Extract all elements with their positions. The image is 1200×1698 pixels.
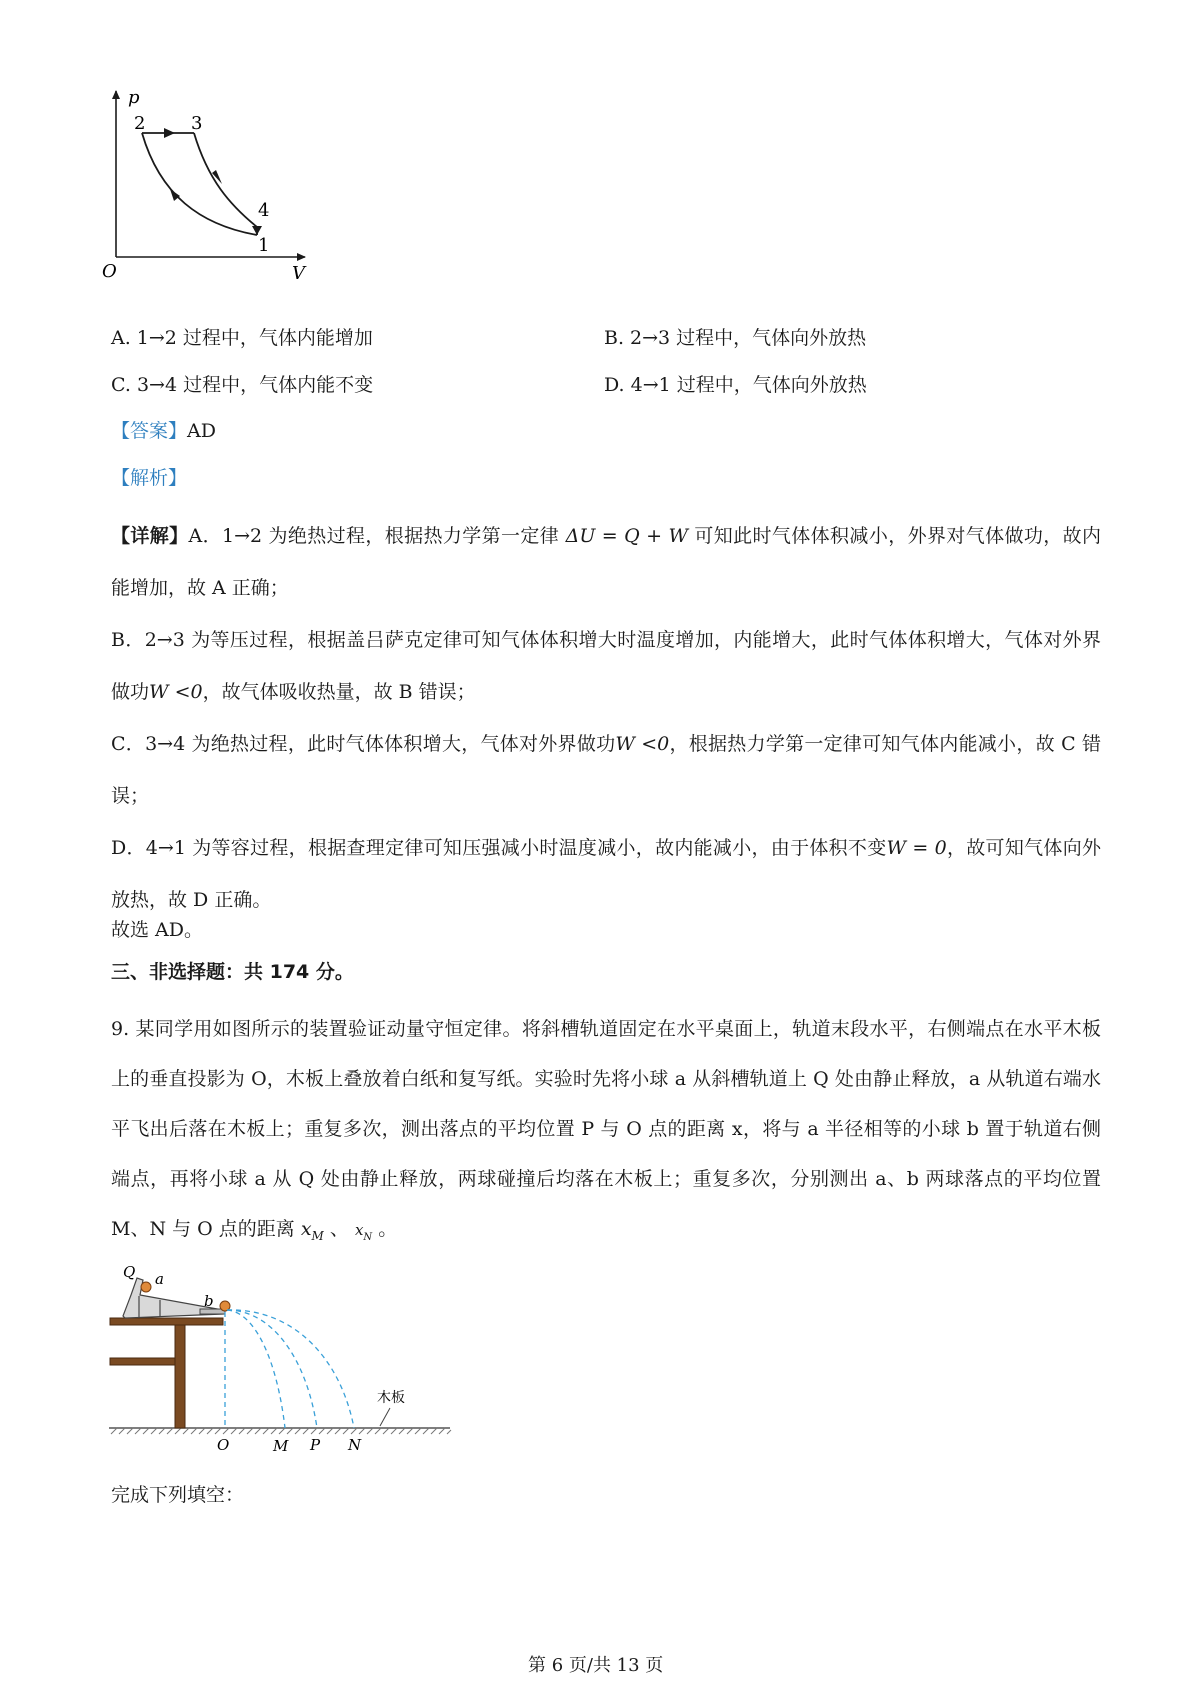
detail-para-d: D．4→1 为等容过程，根据查理定律可知压强减小时温度减小，故内能减小，由于体积不变W = 0，故可知气体向外放热，故 D 正确。	[111, 837, 1101, 911]
question-9: 9. 某同学用如图所示的装置验证动量守恒定律。将斜槽轨道固定在水平桌面上，轨道末段水平，右侧端点在水平木板上的垂直投影为 O，木板上叠放着白纸和复写纸。实验时先将小球 a 从斜槽轨道上 Q 处由静止释放，a 从轨道右端水平飞出后落在木板上；重复多次，测出落点的平均位置 P 与 O 点的距离 x，将与 a 半径相等的小球 b 置于轨道右侧端点，再将小球 a 从 Q 处由静止释放，两球碰撞后均落在木板上；重复多次，分别测出 a、b 两球落点的平均位置 M、N 与 O 点的距离 $x_M$ 、 $x_N$ 。	[111, 1018, 1101, 1243]
curve-3-4	[194, 133, 257, 227]
trajectory-m	[227, 1310, 285, 1428]
point-2-label: 2	[134, 113, 146, 134]
option-d: D. 4→1 过程中，气体向外放热	[604, 374, 867, 396]
analysis-label: 【解析】	[111, 467, 188, 489]
origin-label: O	[102, 261, 117, 282]
table-shelf	[110, 1358, 182, 1365]
table-top	[110, 1318, 223, 1325]
answer-label: 【答案】	[111, 420, 188, 442]
formula-w-zero: W = 0	[886, 837, 947, 859]
answer-line	[111, 422, 216, 441]
point-1-label: 1	[258, 235, 270, 256]
formula-w-negative-b: W <0	[149, 681, 203, 703]
detail-conclusion: 故选 AD。	[111, 919, 203, 941]
label-o: O	[217, 1436, 230, 1454]
point-4-label: 4	[258, 200, 270, 221]
detail-block	[111, 510, 1101, 926]
section-heading: 三、非选择题：共 174 分。	[111, 961, 354, 983]
pv-diagram	[100, 85, 350, 285]
v-axis-label: V	[292, 263, 305, 284]
ball-a	[141, 1282, 151, 1292]
label-b: b	[204, 1292, 214, 1310]
page-footer: 第 6 页/共 13 页	[528, 1655, 664, 1676]
table-leg	[175, 1325, 185, 1428]
label-q: Q	[123, 1263, 136, 1281]
answer-value: AD	[187, 420, 216, 442]
trajectory-n	[227, 1310, 354, 1428]
board-pointer	[380, 1408, 390, 1426]
option-c: C. 3→4 过程中，气体内能不变	[111, 374, 374, 396]
label-p: P	[310, 1436, 321, 1454]
option-b: B. 2→3 过程中，气体向外放热	[604, 327, 867, 349]
arrow-2-3	[164, 128, 175, 138]
point-3-label: 3	[191, 113, 203, 134]
formula-w-negative-c: W <0	[615, 733, 670, 755]
question-9-text: 9. 某同学用如图所示的装置验证动量守恒定律。将斜槽轨道固定在水平桌面上，轨道末段水平，右侧端点在水平木板上的垂直投影为 O，木板上叠放着白纸和复写纸。实验时先将小球 a 从斜槽轨道上 Q 处由静止释放，a 从轨道右端水平飞出后落在木板上；重复多次，测出落点的平均位置 P 与 O 点的距离 x，将与 a 半径相等的小球 b 置于轨道右侧端点，再将小球 a 从 Q 处由静止释放，两球碰撞后均落在木板上；重复多次，分别测出 a、b 两球落点的平均位置 M、N 与 O 点的距离	[111, 1018, 1101, 1240]
formula-first-law: ΔU = Q + W	[565, 525, 688, 547]
trajectories	[225, 1310, 354, 1428]
apparatus-diagram	[105, 1250, 455, 1460]
detail-para-b: B．2→3 为等压过程，根据盖吕萨克定律可知气体体积增大时温度增加，内能增大，此时气体体积增大，气体对外界做功W <0，故气体吸收热量，故 B 错误；	[111, 629, 1101, 703]
trajectory-p	[227, 1310, 317, 1428]
label-n: N	[348, 1436, 362, 1454]
label-m: M	[273, 1437, 289, 1455]
ground-hatch	[111, 1428, 451, 1434]
arrow-1-2	[170, 189, 180, 201]
label-a: a	[155, 1270, 164, 1288]
fill-blank-prompt: 完成下列填空：	[111, 1484, 245, 1506]
detail-para-a: 【详解】A．1→2 为绝热过程，根据热力学第一定律 ΔU = Q + W 可知此时气体体积减小，外界对气体做功，故内能增加，故 A 正确；	[111, 525, 1101, 599]
detail-label: 【详解】	[111, 525, 189, 547]
option-a: A. 1→2 过程中，气体内能增加	[111, 327, 373, 349]
detail-para-c: C．3→4 为绝热过程，此时气体体积增大，气体对外界做功W <0，根据热力学第一定律可知气体内能减小，故 C 错误；	[111, 733, 1102, 807]
p-axis-label: p	[128, 87, 140, 108]
label-board: 木板	[377, 1390, 405, 1406]
